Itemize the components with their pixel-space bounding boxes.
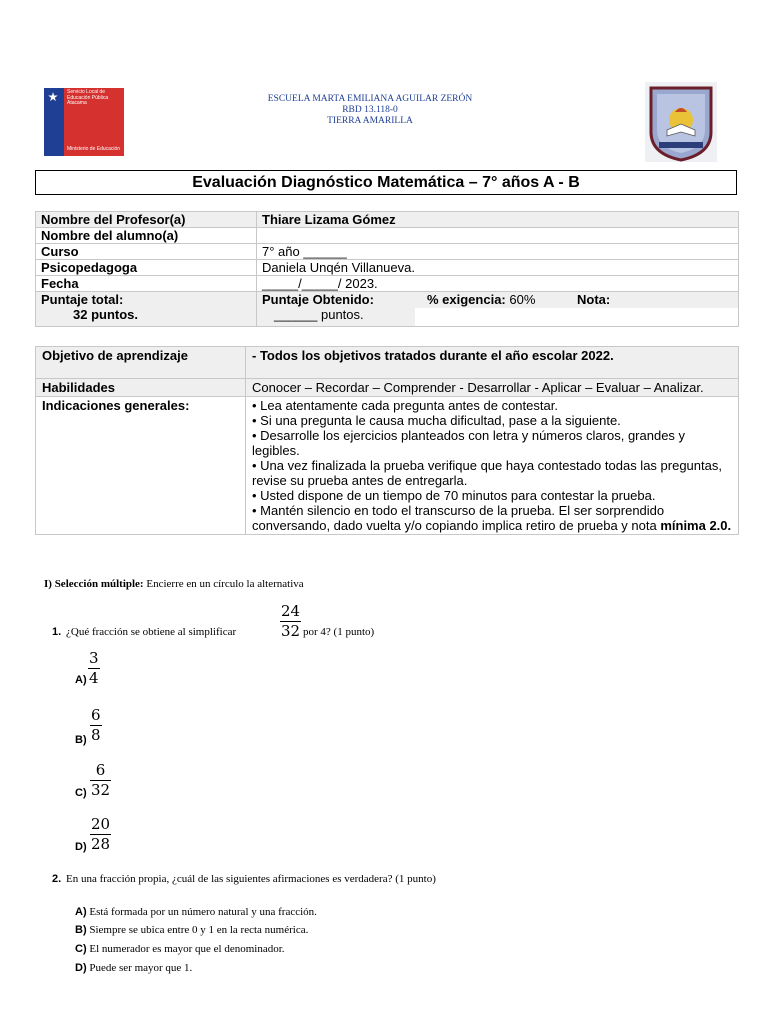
grade-label: Nota: [577, 292, 611, 307]
school-location: TIERRA AMARILLA [327, 116, 413, 126]
fraction-numerator: 20 [91, 815, 111, 833]
list-item: • Lea atentamente cada pregunta antes de contestar. [252, 398, 558, 413]
option-label: C) [75, 787, 87, 799]
table-row [36, 276, 739, 292]
fraction-denominator: 32 [281, 622, 301, 640]
option-label: D) [75, 841, 87, 853]
section-instruction: Encierre en un círculo la alternativa [146, 578, 304, 590]
course-field[interactable]: 7° año ______ [257, 244, 739, 260]
table-row [36, 212, 739, 228]
fraction-numerator: 6 [95, 761, 106, 779]
question-text: ¿Qué fracción se obtiene al simplificar [66, 626, 237, 638]
list-item [252, 503, 732, 533]
option-label: B) [75, 924, 87, 936]
list-item-bold: mínima 2.0. [660, 518, 732, 533]
fraction-denominator: 4 [89, 669, 99, 687]
section-heading [44, 578, 304, 590]
option-text: Está formada por un número natural y una fracción. [89, 906, 317, 918]
table-row [36, 397, 739, 535]
star-icon [44, 88, 64, 156]
school-name: ESCUELA MARTA EMILIANA AGUILAR ZERÓN [267, 94, 473, 104]
table-row [36, 292, 739, 327]
option-d[interactable] [75, 962, 192, 974]
total-score-label: Puntaje total: [41, 292, 124, 307]
option-fraction [90, 707, 102, 744]
table-row [36, 260, 739, 276]
fraction-numerator: 6 [91, 706, 101, 724]
psycho-label: Psicopedagoga [36, 260, 257, 276]
objective-value: - Todos los objetivos tratados durante el año escolar 2022. [246, 347, 739, 379]
option-label: B) [75, 734, 87, 746]
option-label: C) [75, 943, 87, 955]
total-score-cell [36, 292, 257, 327]
question-text-end: por 4? (1 punto) [303, 626, 375, 638]
table-row [36, 228, 739, 244]
obtained-score-label: Puntaje Obtenido: [262, 292, 374, 307]
date-label: Fecha [36, 276, 257, 292]
page-title: Evaluación Diagnóstico Matemática – 7° años A - B [35, 170, 737, 195]
list-item-text: • Mantén silencio en todo el transcurso de la prueba. El ser sorprendido conversando, dado vuelta y/o copiando implica retiro de prueba y nota [252, 503, 665, 533]
option-fraction [90, 762, 111, 799]
student-info-table [35, 211, 739, 327]
teacher-label: Nombre del Profesor(a) [36, 212, 257, 228]
fraction-denominator: 32 [91, 781, 111, 799]
option-label: A) [75, 906, 87, 918]
exigencia [427, 292, 535, 307]
skills-label: Habilidades [36, 379, 246, 397]
teacher-value: Thiare Lizama Gómez [257, 212, 739, 228]
table-row [36, 379, 739, 397]
option-text: Puede ser mayor que 1. [89, 962, 193, 974]
student-label: Nombre del alumno(a) [36, 228, 257, 244]
list-item: • Desarrolle los ejercicios planteados con letra y números claros, grandes y legibles. [252, 428, 686, 458]
indications-list [246, 397, 739, 535]
school-crest-icon [645, 82, 717, 162]
option-text: El numerador es mayor que el denominador. [89, 943, 285, 955]
indications-label: Indicaciones generales: [36, 397, 246, 535]
option-label: A) [75, 674, 87, 686]
total-score-value: 32 puntos. [73, 307, 139, 322]
option-label: D) [75, 962, 87, 974]
table-row [36, 244, 739, 260]
option-fraction [88, 650, 100, 687]
question-fraction [280, 603, 301, 640]
psycho-value: Daniela Unqén Villanueva. [257, 260, 739, 276]
question-text: En una fracción propia, ¿cuál de las siguientes afirmaciones es verdadera? (1 punto) [66, 873, 436, 885]
school-header [200, 94, 540, 127]
objectives-table [35, 346, 739, 535]
score-details-cell [257, 292, 739, 327]
objective-label: Objetivo de aprendizaje [36, 347, 246, 379]
option-b[interactable] [75, 924, 308, 936]
logo-text-bottom: Ministerio de Educación [67, 145, 121, 152]
exigencia-value: 60% [509, 292, 536, 307]
student-name-field[interactable] [257, 228, 739, 244]
date-field[interactable]: _____/_____/ 2023. [257, 276, 739, 292]
exigencia-label: % exigencia: [427, 292, 506, 307]
question-number: 1. [52, 626, 62, 638]
option-a[interactable] [75, 906, 317, 918]
list-item: • Usted dispone de un tiempo de 70 minutos para contestar la prueba. [252, 488, 656, 503]
government-logo [44, 88, 124, 156]
option-fraction [90, 816, 111, 853]
school-rbd: RBD 13.118-0 [342, 105, 398, 115]
obtained-score-field[interactable]: ______ puntos. [274, 307, 364, 322]
fraction-numerator: 3 [89, 649, 99, 667]
logo-text-top: Servicio Local de Educación Pública Atacama [67, 89, 109, 106]
course-label: Curso [36, 244, 257, 260]
fraction-denominator: 8 [91, 726, 101, 744]
fraction-denominator: 28 [91, 835, 111, 853]
list-item: • Una vez finalizada la prueba verifique que haya contestado todas las preguntas, revise su prueba antes de entregarla. [252, 458, 722, 488]
question-number: 2. [52, 873, 62, 885]
fraction-numerator: 24 [281, 602, 301, 620]
option-text: Siempre se ubica entre 0 y 1 en la recta numérica. [89, 924, 309, 936]
table-row [36, 347, 739, 379]
section-title: I) Selección múltiple: [44, 578, 144, 590]
list-item: • Si una pregunta le causa mucha dificultad, pase a la siguiente. [252, 413, 621, 428]
option-c[interactable] [75, 943, 285, 955]
skills-value: Conocer – Recordar – Comprender - Desarrollar - Aplicar – Evaluar – Analizar. [246, 379, 739, 397]
